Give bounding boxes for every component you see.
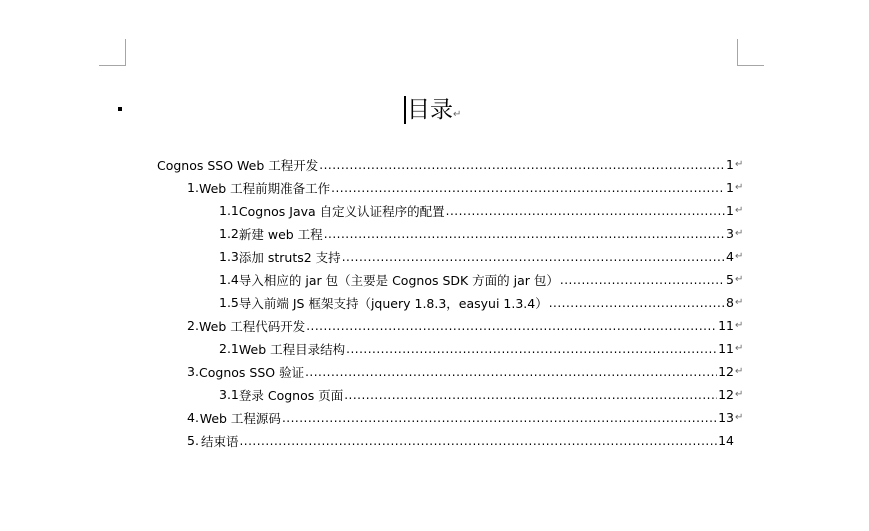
toc-entry-number: 1.5 bbox=[219, 295, 239, 310]
toc-entry[interactable] bbox=[157, 245, 749, 268]
toc-entry-number: 1.4 bbox=[219, 272, 239, 287]
toc-entry-title: Web 工程代码开发 bbox=[199, 318, 306, 334]
toc-entry-title: Cognos SSO Web 工程开发 bbox=[157, 157, 319, 173]
toc-entry[interactable] bbox=[157, 360, 749, 383]
toc-entry-page-number: 13 bbox=[718, 410, 734, 425]
toc-dot-leader bbox=[319, 158, 725, 172]
toc-dot-leader bbox=[344, 388, 717, 402]
toc-entry-number: 3. bbox=[187, 364, 199, 379]
toc-dot-leader bbox=[331, 181, 725, 195]
toc-entry-title: 导入前端 JS 框架支持（jquery 1.8.3，easyui 1.3.4） bbox=[238, 295, 548, 311]
paragraph-mark-icon: ↵ bbox=[735, 320, 744, 331]
toc-entry-page-number: 1 bbox=[726, 180, 734, 195]
toc-dot-leader bbox=[305, 365, 717, 379]
toc-entry-title: 导入相应的 jar 包（主要是 Cognos SDK 方面的 jar 包） bbox=[238, 272, 559, 288]
toc-entry-title: Cognos Java 自定义认证程序的配置 bbox=[238, 203, 445, 219]
toc-heading[interactable] bbox=[404, 95, 461, 125]
toc-entry[interactable] bbox=[157, 222, 749, 245]
toc-entry-page-number: 12 bbox=[718, 387, 734, 402]
paragraph-mark-icon: ↵ bbox=[735, 297, 744, 308]
toc-entry-title: Cognos SSO 验证 bbox=[199, 364, 305, 380]
toc-entry[interactable] bbox=[157, 337, 749, 360]
table-of-contents bbox=[157, 153, 749, 452]
toc-entry-number: 1.3 bbox=[219, 249, 239, 264]
toc-entry-number: 1.2 bbox=[219, 226, 239, 241]
toc-entry-number: 1.1 bbox=[219, 203, 239, 218]
toc-entry-title: 添加 struts2 支持 bbox=[238, 249, 341, 265]
toc-entry-number: 4. bbox=[187, 410, 199, 425]
paragraph-mark-icon: ↵ bbox=[735, 205, 744, 216]
toc-entry-title: Web 工程源码 bbox=[199, 410, 281, 426]
toc-dot-leader bbox=[560, 273, 725, 287]
paragraph-bullet-marker bbox=[118, 107, 122, 111]
text-cursor bbox=[404, 96, 406, 124]
toc-entry-number: 2. bbox=[187, 318, 199, 333]
paragraph-mark-icon: ↵ bbox=[735, 182, 744, 193]
toc-entry-title: 结束语 bbox=[200, 433, 239, 449]
toc-entry-number: 5. bbox=[187, 433, 199, 448]
toc-entry-number: 2.1 bbox=[219, 341, 239, 356]
toc-entry-page-number: 11 bbox=[718, 318, 734, 333]
paragraph-mark-icon: ↵ bbox=[735, 412, 744, 423]
toc-entry[interactable] bbox=[157, 291, 749, 314]
toc-dot-leader bbox=[324, 227, 725, 241]
toc-entry-page-number: 1 bbox=[726, 157, 734, 172]
toc-entry-title: 登录 Cognos 页面 bbox=[238, 387, 344, 403]
toc-entry[interactable] bbox=[157, 429, 749, 452]
toc-dot-leader bbox=[549, 296, 725, 310]
toc-entry[interactable] bbox=[157, 383, 749, 406]
toc-entry-page-number: 11 bbox=[718, 341, 734, 356]
toc-entry-page-number: 3 bbox=[726, 226, 734, 241]
toc-entry[interactable] bbox=[157, 199, 749, 222]
toc-dot-leader bbox=[306, 319, 717, 333]
paragraph-mark-icon: ↵ bbox=[735, 343, 744, 354]
toc-dot-leader bbox=[346, 342, 717, 356]
toc-dot-leader bbox=[446, 204, 725, 218]
paragraph-mark-icon: ↵ bbox=[735, 366, 744, 377]
toc-entry-page-number: 8 bbox=[726, 295, 734, 310]
paragraph-mark-icon: ↵ bbox=[453, 109, 462, 120]
toc-entry[interactable] bbox=[157, 406, 749, 429]
toc-entry-title: Web 工程前期准备工作 bbox=[198, 180, 331, 196]
toc-entry-title: 新建 web 工程 bbox=[238, 226, 323, 242]
toc-entry-page-number: 12 bbox=[718, 364, 734, 379]
toc-entry-title: Web 工程目录结构 bbox=[238, 341, 346, 357]
toc-entry-number: 3.1 bbox=[219, 387, 239, 402]
toc-entry[interactable] bbox=[157, 314, 749, 337]
toc-heading-text: 目录 bbox=[407, 97, 453, 123]
toc-dot-leader bbox=[342, 250, 725, 264]
toc-entry-page-number: 5 bbox=[726, 272, 734, 287]
paragraph-mark-icon: ↵ bbox=[735, 159, 744, 170]
toc-entry[interactable] bbox=[157, 176, 749, 199]
toc-dot-leader bbox=[282, 411, 717, 425]
page-corner-mark-top-right bbox=[737, 39, 764, 66]
paragraph-mark-icon: ↵ bbox=[735, 228, 744, 239]
toc-dot-leader bbox=[239, 434, 717, 448]
toc-entry-page-number: 4 bbox=[726, 249, 734, 264]
toc-entry[interactable] bbox=[157, 153, 749, 176]
toc-entry[interactable] bbox=[157, 268, 749, 291]
paragraph-mark-icon: ↵ bbox=[735, 389, 744, 400]
page-corner-mark-top-left bbox=[99, 39, 126, 66]
toc-entry-page-number: 1 bbox=[726, 203, 734, 218]
toc-entry-number: 1. bbox=[187, 180, 199, 195]
paragraph-mark-icon: ↵ bbox=[735, 274, 744, 285]
toc-entry-page-number: 14 bbox=[718, 433, 734, 448]
paragraph-mark-icon: ↵ bbox=[735, 251, 744, 262]
